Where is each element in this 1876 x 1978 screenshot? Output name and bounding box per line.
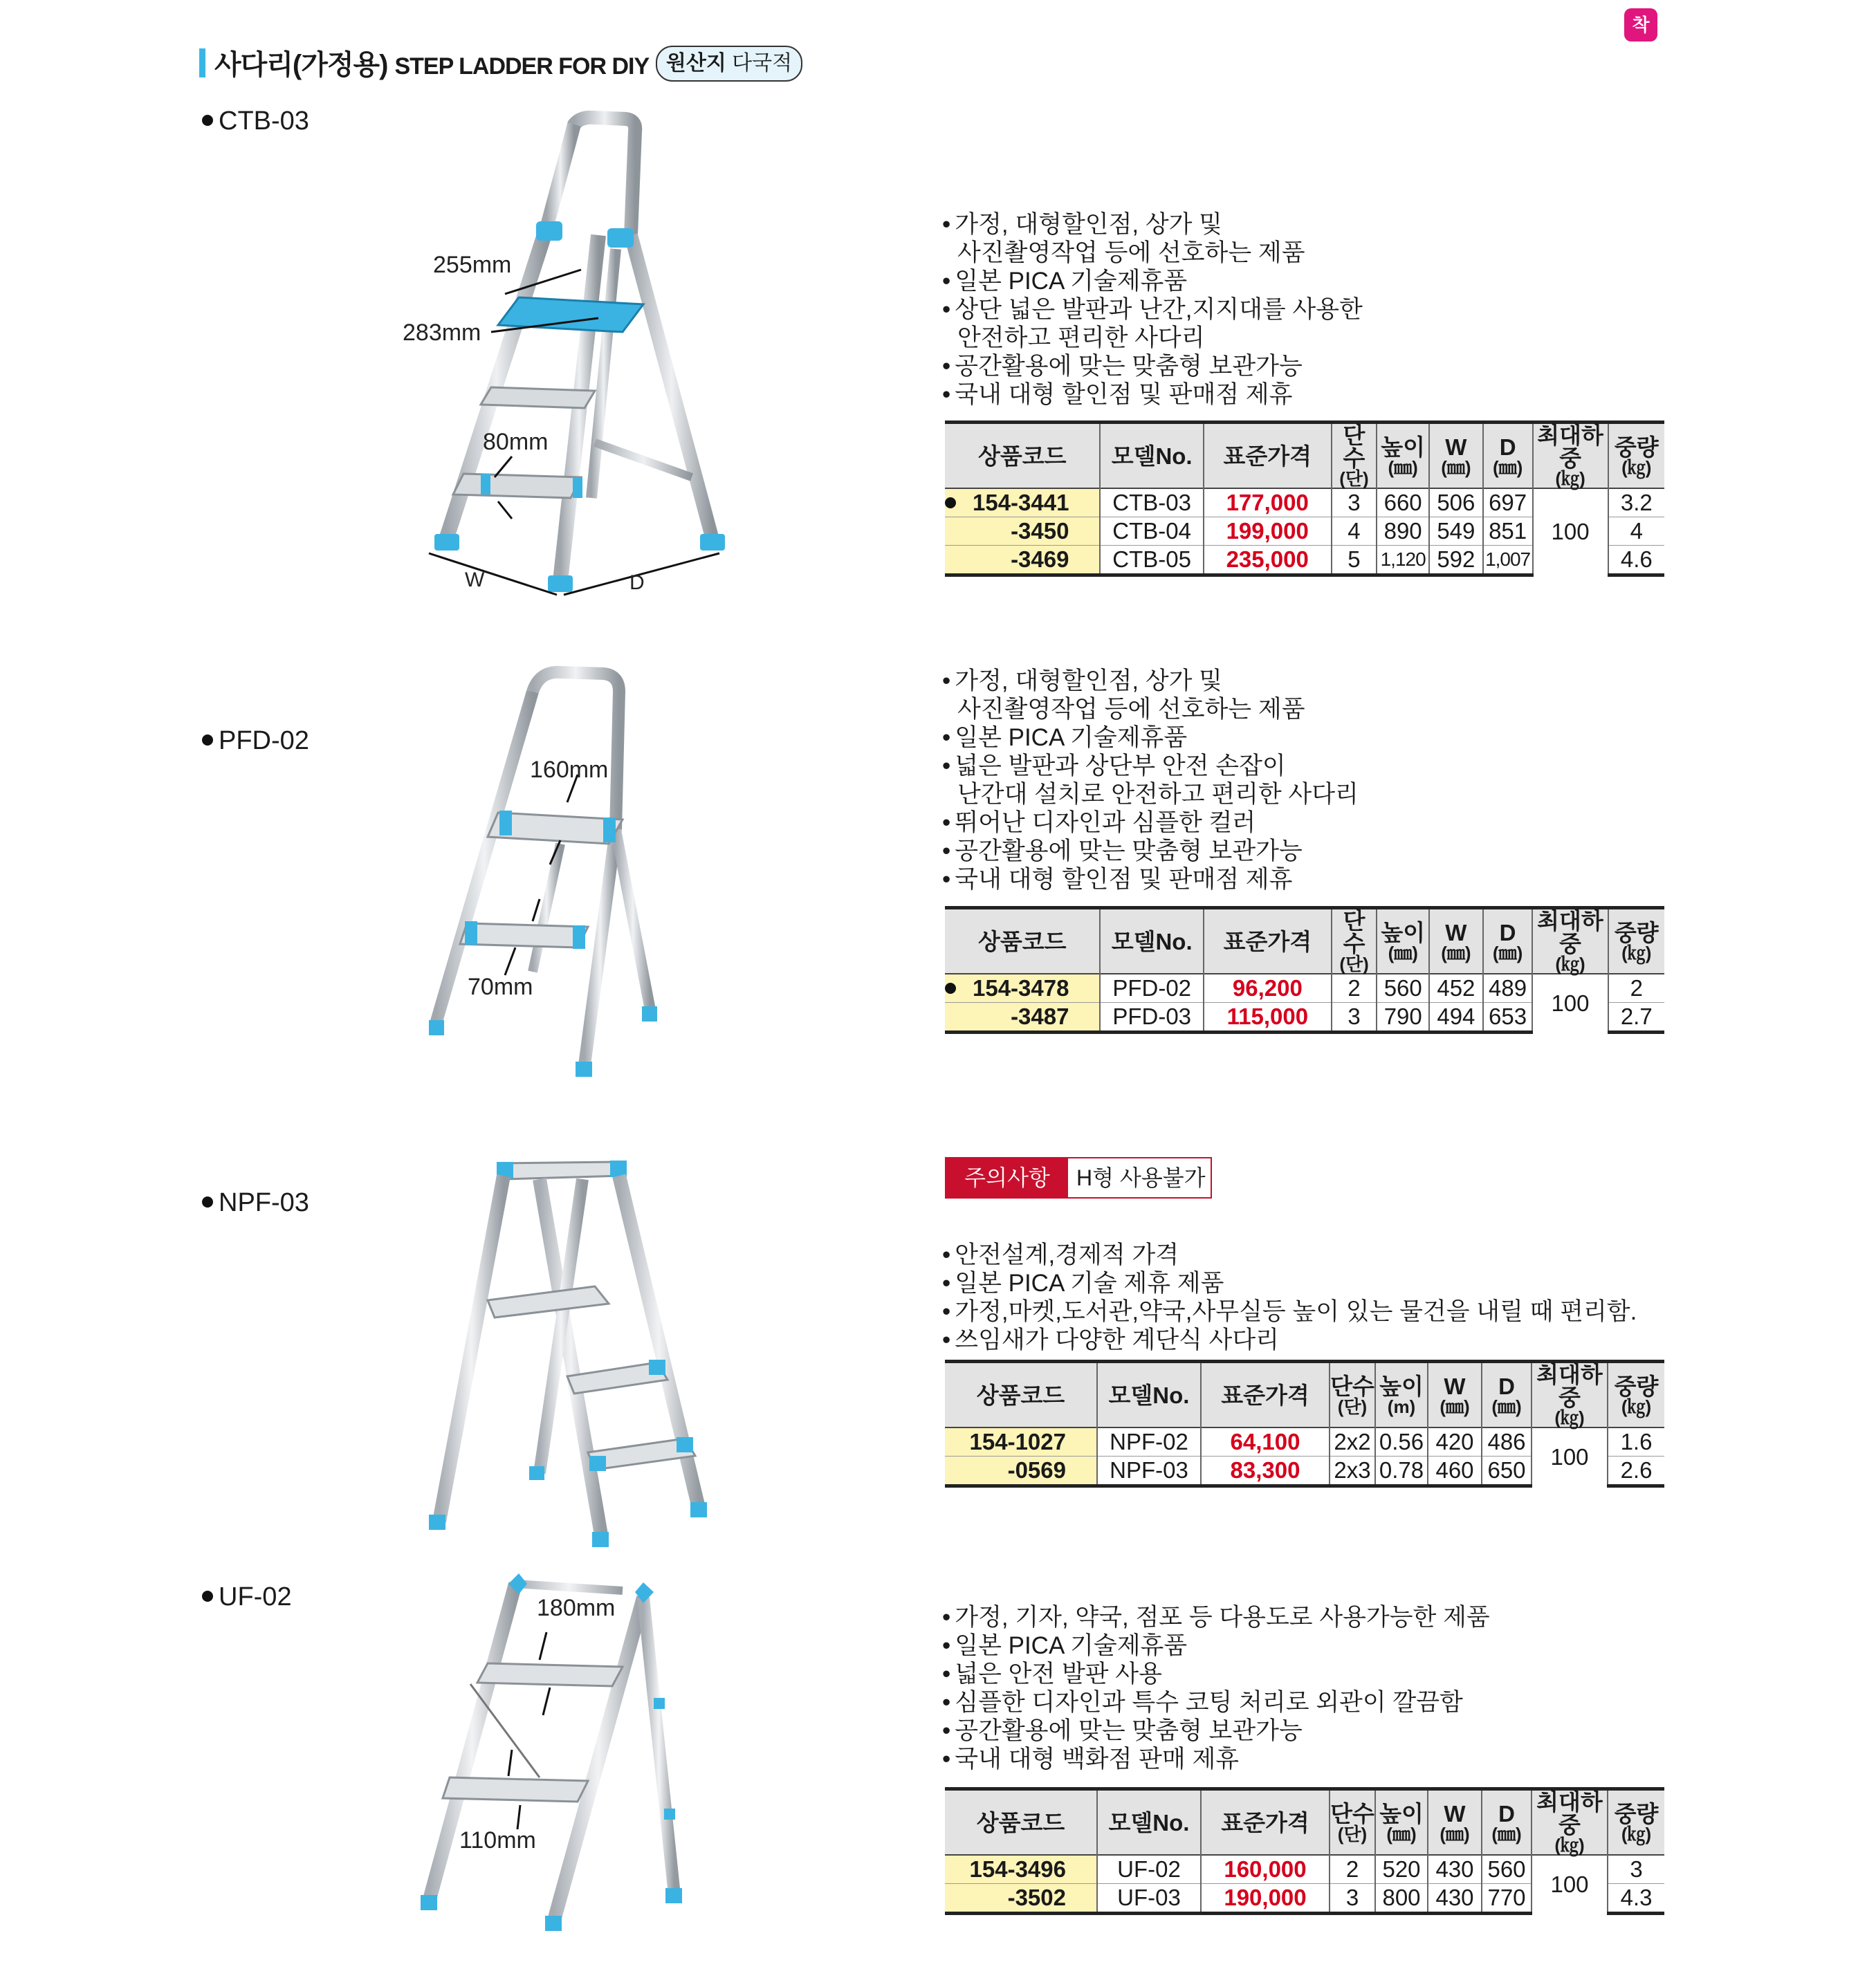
- depth: 560: [1482, 1855, 1532, 1884]
- steps: 5: [1332, 546, 1377, 575]
- table-row: [945, 1855, 1664, 1884]
- uf-feature: • 일본 PICA 기술제휴품: [942, 1632, 1490, 1660]
- product-code: -0569: [945, 1457, 1097, 1486]
- model-label-ctb: CTB-03: [202, 107, 309, 136]
- col-code: 상품코드: [945, 1362, 1097, 1428]
- featured-dot: [945, 983, 956, 994]
- weight: 2.6: [1608, 1457, 1664, 1486]
- width: 430: [1428, 1855, 1482, 1884]
- model-label-pfd: PFD-02: [202, 726, 309, 756]
- col-load: 최대하중 (㎏): [1532, 1362, 1608, 1428]
- model-label-npf: NPF-03: [202, 1188, 309, 1218]
- height: 520: [1375, 1855, 1428, 1884]
- model-no: NPF-02: [1097, 1427, 1201, 1457]
- uf-feature-list: [942, 1603, 1490, 1773]
- col-w: W (㎜): [1428, 1789, 1482, 1856]
- width: 506: [1429, 488, 1483, 517]
- ctb-feature: • 일본 PICA 기술제휴품: [942, 267, 1363, 295]
- width: 430: [1428, 1884, 1482, 1914]
- steps: 3: [1332, 488, 1377, 517]
- weight: 3: [1608, 1855, 1664, 1884]
- ctb-dim-255: 255mm: [433, 252, 512, 278]
- col-d: D (㎜): [1483, 423, 1533, 489]
- uf-ladder-image: [415, 1570, 692, 1937]
- col-d: D (㎜): [1483, 908, 1533, 974]
- caution-box: [945, 1157, 1212, 1199]
- price: 190,000: [1201, 1884, 1330, 1914]
- depth: 653: [1483, 1003, 1533, 1033]
- pfd-feature: • 뛰어난 디자인과 심플한 컬러: [942, 808, 1359, 837]
- product-code: 154-1027: [945, 1427, 1097, 1457]
- cod-badge: 착불: [1624, 8, 1657, 41]
- ctb-feature: • 공간활용에 맞는 맞춤형 보관가능: [942, 352, 1363, 380]
- title-accent-bar: [199, 48, 205, 77]
- depth: 486: [1482, 1427, 1532, 1457]
- col-steps: 단수 (단): [1332, 908, 1377, 974]
- pfd-ladder-image: [422, 664, 671, 1079]
- product-code: -3469: [945, 546, 1100, 575]
- col-d: D (㎜): [1482, 1362, 1532, 1428]
- col-height: 높이 (m): [1375, 1362, 1428, 1428]
- ctb-spec-table: [945, 420, 1664, 577]
- weight: 2: [1608, 974, 1664, 1003]
- height: 800: [1375, 1884, 1428, 1914]
- col-height: 높이 (㎜): [1375, 1789, 1428, 1856]
- col-steps: 단수 (단): [1332, 423, 1377, 489]
- col-d: D (㎜): [1482, 1789, 1532, 1856]
- height: 0.78: [1375, 1457, 1428, 1486]
- steps: 2x2: [1330, 1427, 1375, 1457]
- weight: 4: [1608, 517, 1664, 546]
- model-no: PFD-03: [1100, 1003, 1203, 1033]
- col-model: 모델No.: [1097, 1362, 1201, 1428]
- col-height: 높이 (㎜): [1377, 423, 1429, 489]
- price: 235,000: [1204, 546, 1332, 575]
- height: 0.56: [1375, 1427, 1428, 1457]
- width: 549: [1429, 517, 1483, 546]
- ctb-feature: 안전하고 편리한 사다리: [957, 324, 1205, 351]
- height: 1,120: [1377, 546, 1429, 575]
- col-model: 모델No.: [1097, 1789, 1201, 1856]
- height: 660: [1377, 488, 1429, 517]
- uf-spec-table: [945, 1787, 1664, 1915]
- uf-feature: • 국내 대형 백화점 판매 제휴: [942, 1745, 1490, 1773]
- npf-feature: • 가정,마켓,도서관,약국,사무실등 높이 있는 물건을 내릴 때 편리함.: [942, 1297, 1637, 1326]
- model-no: CTB-04: [1100, 517, 1203, 546]
- depth: 697: [1483, 488, 1533, 517]
- weight: 3.2: [1608, 488, 1664, 517]
- col-w: W (㎜): [1428, 1362, 1482, 1428]
- uf-feature: • 넓은 안전 발판 사용: [942, 1660, 1490, 1688]
- depth: 770: [1482, 1884, 1532, 1914]
- col-model: 모델No.: [1100, 908, 1203, 974]
- product-code: 154-3441: [945, 488, 1100, 517]
- max-load: 100: [1532, 1427, 1608, 1486]
- model-no: CTB-05: [1100, 546, 1203, 575]
- ctb-feature-list: [942, 210, 1363, 409]
- col-weight: 중량 (㎏): [1608, 1362, 1664, 1428]
- steps: 3: [1330, 1884, 1375, 1914]
- ctb-feature: • 가정, 대형할인점, 상가 및: [942, 210, 1363, 239]
- max-load: 100: [1532, 1855, 1608, 1914]
- width: 452: [1429, 974, 1483, 1003]
- ctb-feature: • 국내 대형 할인점 및 판매점 제휴: [942, 380, 1363, 409]
- price: 160,000: [1201, 1855, 1330, 1884]
- ctb-dim-d: D: [629, 571, 645, 594]
- col-w: W (㎜): [1429, 908, 1483, 974]
- pfd-feature-list: [942, 667, 1359, 894]
- origin-value: 다국적: [732, 52, 793, 75]
- steps: 2x3: [1330, 1457, 1375, 1486]
- steps: 3: [1332, 1003, 1377, 1033]
- origin-label: 원산지: [665, 52, 726, 75]
- npf-spec-table: [945, 1360, 1664, 1488]
- featured-dot: [945, 497, 956, 508]
- ctb-dim-w: W: [465, 569, 485, 591]
- height: 790: [1377, 1003, 1429, 1033]
- pfd-feature: • 가정, 대형할인점, 상가 및: [942, 667, 1359, 695]
- width: 494: [1429, 1003, 1483, 1033]
- npf-ladder-image: [429, 1148, 719, 1549]
- pfd-dim-70: 70mm: [468, 974, 533, 1000]
- price: 83,300: [1201, 1457, 1330, 1486]
- width: 460: [1428, 1457, 1482, 1486]
- height: 890: [1377, 517, 1429, 546]
- origin-badge: [656, 46, 802, 82]
- max-load: 100: [1532, 974, 1608, 1033]
- ctb-ladder-image: [415, 111, 740, 609]
- pfd-feature: • 공간활용에 맞는 맞춤형 보관가능: [942, 837, 1359, 865]
- product-code: -3450: [945, 517, 1100, 546]
- model-no: CTB-03: [1100, 488, 1203, 517]
- col-model: 모델No.: [1100, 423, 1203, 489]
- col-height: 높이 (㎜): [1377, 908, 1429, 974]
- depth: 489: [1483, 974, 1533, 1003]
- npf-feature: • 쓰임새가 다양한 계단식 사다리: [942, 1326, 1637, 1354]
- product-code: -3502: [945, 1884, 1097, 1914]
- height: 560: [1377, 974, 1429, 1003]
- width: 420: [1428, 1427, 1482, 1457]
- model-no: NPF-03: [1097, 1457, 1201, 1486]
- depth: 650: [1482, 1457, 1532, 1486]
- pfd-feature: • 일본 PICA 기술제휴품: [942, 723, 1359, 752]
- col-code: 상품코드: [945, 1789, 1097, 1856]
- pfd-spec-table: [945, 906, 1664, 1034]
- col-price: 표준가격: [1201, 1362, 1330, 1428]
- table-row: [945, 974, 1664, 1003]
- npf-feature: • 일본 PICA 기술 제휴 제품: [942, 1269, 1637, 1297]
- table-row: [945, 488, 1664, 517]
- col-w: W (㎜): [1429, 423, 1483, 489]
- col-code: 상품코드: [945, 908, 1100, 974]
- product-code: 154-3478: [945, 974, 1100, 1003]
- price: 64,100: [1201, 1427, 1330, 1457]
- weight: 2.7: [1608, 1003, 1664, 1033]
- uf-feature: • 공간활용에 맞는 맞춤형 보관가능: [942, 1717, 1490, 1745]
- product-code: 154-3496: [945, 1855, 1097, 1884]
- uf-feature: • 가정, 기자, 약국, 점포 등 다용도로 사용가능한 제품: [942, 1603, 1490, 1632]
- ctb-feature: • 상단 넓은 발판과 난간,지지대를 사용한: [942, 295, 1363, 324]
- ctb-dim-80: 80mm: [483, 429, 549, 455]
- steps: 4: [1332, 517, 1377, 546]
- title-english: STEP LADDER FOR DIY: [394, 53, 650, 80]
- uf-feature: • 심플한 디자인과 특수 코팅 처리로 외관이 깔끔함: [942, 1688, 1490, 1717]
- title-korean: 사다리(가정용): [214, 50, 388, 80]
- price: 177,000: [1204, 488, 1332, 517]
- npf-feature: • 안전설계,경제적 가격: [942, 1241, 1637, 1269]
- col-price: 표준가격: [1204, 908, 1332, 974]
- model-no: UF-03: [1097, 1884, 1201, 1914]
- caution-text: H형 사용불가: [1076, 1165, 1206, 1190]
- col-weight: 중량 (㎏): [1608, 908, 1664, 974]
- price: 199,000: [1204, 517, 1332, 546]
- pfd-feature: 난간대 설치로 안전하고 편리한 사다리: [957, 781, 1359, 808]
- col-load: 최대하중 (㎏): [1533, 423, 1608, 489]
- model-no: PFD-02: [1100, 974, 1203, 1003]
- model-no: UF-02: [1097, 1855, 1201, 1884]
- price: 115,000: [1204, 1003, 1332, 1033]
- npf-feature-list: [942, 1241, 1637, 1354]
- model-label-uf: UF-02: [202, 1582, 292, 1612]
- uf-dim-110: 110mm: [459, 1827, 536, 1854]
- col-load: 최대하중 (㎏): [1532, 908, 1608, 974]
- uf-dim-180: 180mm: [537, 1595, 616, 1621]
- col-code: 상품코드: [945, 423, 1100, 489]
- max-load: 100: [1533, 488, 1608, 575]
- ctb-dim-283: 283mm: [403, 320, 481, 346]
- col-steps: 단수 (단): [1330, 1789, 1375, 1856]
- col-steps: 단수 (단): [1330, 1362, 1375, 1428]
- col-weight: 중량 (㎏): [1608, 1789, 1664, 1856]
- price: 96,200: [1204, 974, 1332, 1003]
- table-row: [945, 1427, 1664, 1457]
- pfd-feature: 사진촬영작업 등에 선호하는 제품: [957, 696, 1305, 723]
- ctb-feature: 사진촬영작업 등에 선호하는 제품: [957, 239, 1305, 266]
- pfd-feature: • 국내 대형 할인점 및 판매점 제휴: [942, 865, 1359, 894]
- depth: 851: [1483, 517, 1533, 546]
- caution-label: 주의사항: [946, 1158, 1068, 1197]
- weight: 4.6: [1608, 546, 1664, 575]
- weight: 1.6: [1608, 1427, 1664, 1457]
- pfd-feature: • 넓은 발판과 상단부 안전 손잡이: [942, 752, 1359, 780]
- pfd-dim-160: 160mm: [530, 757, 609, 783]
- width: 592: [1429, 546, 1483, 575]
- weight: 4.3: [1608, 1884, 1664, 1914]
- page-title: [214, 43, 649, 82]
- col-weight: 중량 (㎏): [1608, 423, 1664, 489]
- steps: 2: [1332, 974, 1377, 1003]
- depth: 1,007: [1483, 546, 1533, 575]
- steps: 2: [1330, 1855, 1375, 1884]
- product-code: -3487: [945, 1003, 1100, 1033]
- col-load: 최대하중 (㎏): [1532, 1789, 1608, 1856]
- col-price: 표준가격: [1204, 423, 1332, 489]
- col-price: 표준가격: [1201, 1789, 1330, 1856]
